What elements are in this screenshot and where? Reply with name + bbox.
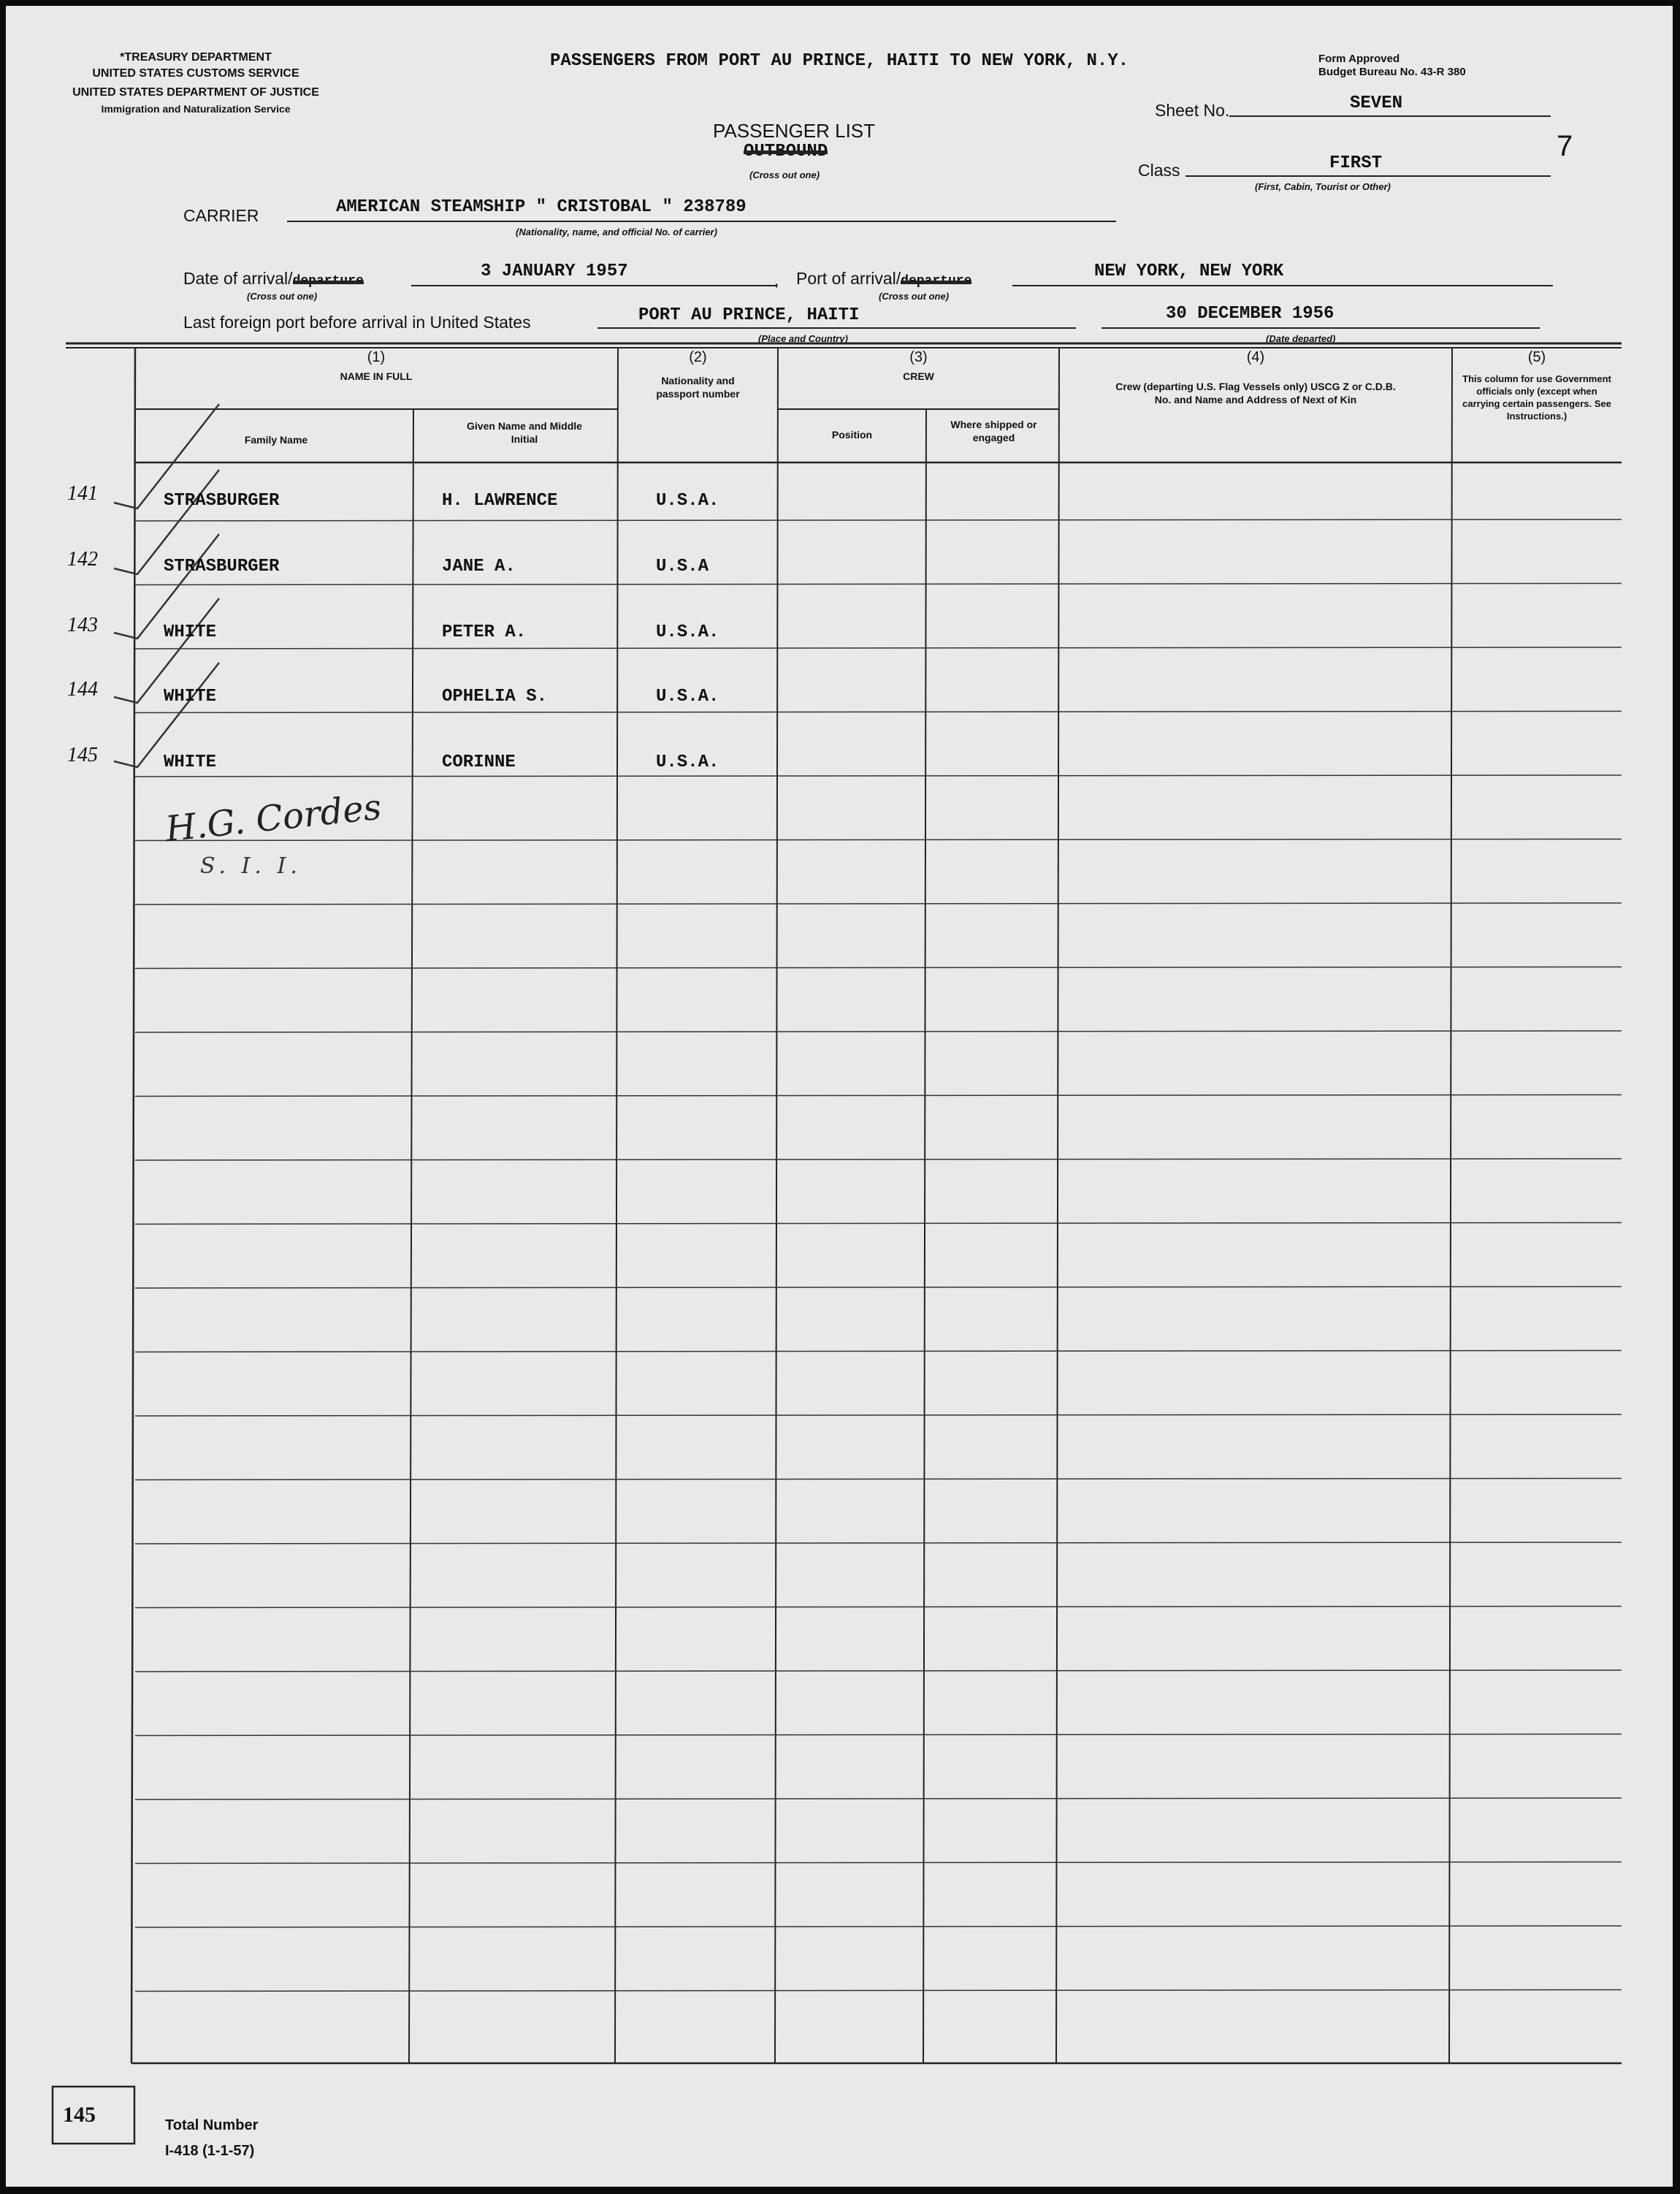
list-type-struck-text: OUTBOUND: [744, 142, 828, 161]
sheet-label: Sheet No.: [1155, 101, 1230, 120]
nationality-cell: U.S.A.: [656, 622, 719, 642]
col1-header: [135, 351, 617, 383]
nationality-cell: U.S.A.: [656, 753, 719, 772]
given-name-cell: CORINNE: [442, 753, 516, 772]
row-rule: [135, 1990, 1622, 1992]
list-title: PASSENGER LIST: [713, 120, 876, 142]
departed-value: 30 DECEMBER 1956: [1166, 304, 1335, 324]
shipped-header: Where shipped or engaged: [950, 419, 1037, 443]
row-rule: [135, 519, 1622, 521]
list-type-note: (Cross out one): [749, 169, 820, 180]
port-struck-text: departure: [901, 274, 972, 289]
row-rule: [135, 1734, 1622, 1736]
last-port-label: Last foreign port before arrival in United States: [183, 313, 531, 332]
row-number: 144: [67, 678, 98, 701]
position-header: Position: [831, 429, 873, 441]
family-name-header: Family Name: [244, 434, 308, 446]
date-value: 3 JANUARY 1957: [481, 262, 628, 281]
col-2-3-divider: [775, 348, 778, 2063]
route-title: PASSENGERS FROM PORT AU PRINCE, HAITI TO NEW YORK, N.Y.: [550, 51, 1129, 71]
col3-num: (3): [909, 349, 928, 365]
form-approved: Form Approved: [1318, 53, 1400, 65]
carrier-note: (Nationality, name, and official No. of carrier): [516, 226, 717, 237]
total-number-label: Total Number: [165, 2117, 259, 2133]
passenger-list-form: [6, 6, 1673, 2187]
last-port-value: PORT AU PRINCE, HAITI: [638, 305, 860, 325]
col4-header: [1059, 351, 1452, 406]
signature-initials: S. I. I.: [200, 853, 302, 879]
col2-title: Nationality and passport number: [656, 375, 740, 400]
grid-left-border: [131, 348, 135, 2063]
row-rule: [135, 839, 1622, 841]
agency-line-1: *TREASURY DEPARTMENT: [120, 51, 272, 64]
given-name-cell: JANE A.: [442, 557, 516, 576]
page-number: 7: [1557, 130, 1573, 162]
last-port-note: (Place and Country): [758, 333, 848, 344]
row-rule: [135, 1542, 1622, 1544]
given-name-header: Given Name and Middle Initial: [467, 420, 582, 445]
date-label-text: Date of arrival/: [183, 269, 293, 288]
class-label: Class: [1138, 161, 1180, 180]
family-name-cell: WHITE: [164, 622, 217, 642]
col-4-5-divider: [1449, 348, 1452, 2063]
row-number: 145: [67, 744, 98, 766]
col1-num: (1): [367, 349, 386, 365]
date-struck-text: departure: [292, 274, 364, 289]
class-note: (First, Cabin, Tourist or Other): [1255, 181, 1391, 192]
agency-line-4: Immigration and Naturalization Service: [101, 103, 291, 115]
total-number-value: 145: [63, 2103, 96, 2127]
row-rule: [135, 1798, 1622, 1799]
row-rule: [135, 967, 1622, 969]
family-name-cell: STRASBURGER: [164, 491, 280, 511]
family-name-cell: WHITE: [164, 687, 217, 706]
col5-header: [1452, 351, 1622, 422]
row-rule: [135, 1351, 1622, 1352]
col3-title: CREW: [903, 370, 934, 382]
col-position-divider: [923, 409, 926, 2063]
row-number: 141: [67, 482, 98, 505]
col2-num: (2): [689, 349, 707, 365]
row-rule: [135, 584, 1622, 585]
col-3-4-divider: [1056, 348, 1059, 2063]
departed-note: (Date departed): [1266, 333, 1336, 344]
row-number: 143: [67, 614, 98, 636]
row-rule: [135, 1287, 1622, 1288]
row-rule: [135, 1479, 1622, 1480]
port-label-text: Port of arrival/: [796, 269, 901, 288]
col-1-2-divider: [615, 348, 618, 2063]
sheet-value: SEVEN: [1350, 94, 1403, 113]
row-rule: [135, 1926, 1622, 1927]
nationality-cell: U.S.A: [656, 557, 709, 576]
col5-num: (5): [1527, 349, 1546, 365]
port-value: NEW YORK, NEW YORK: [1094, 262, 1284, 281]
row-rule: [135, 1670, 1622, 1672]
row-rule: [135, 712, 1622, 713]
row-rule: [135, 1095, 1622, 1097]
carrier-label: CARRIER: [183, 206, 259, 225]
row-rule: [135, 1223, 1622, 1224]
row-rule: [135, 1414, 1622, 1416]
row-rule: [135, 1159, 1622, 1160]
row-rule: [135, 1607, 1622, 1608]
family-name-cell: WHITE: [164, 753, 217, 772]
budget-bureau: Budget Bureau No. 43-R 380: [1318, 66, 1466, 78]
row-rule: [135, 903, 1622, 904]
col-family-given-divider: [409, 409, 413, 2063]
form-number: I-418 (1-1-57): [165, 2143, 255, 2159]
row-rule: [135, 647, 1622, 649]
row-rule: [135, 1862, 1622, 1864]
date-comma: ,: [774, 270, 779, 289]
class-value: FIRST: [1329, 153, 1383, 173]
agency-line-2: UNITED STATES CUSTOMS SERVICE: [92, 67, 299, 80]
col4-num: (4): [1246, 349, 1265, 365]
col4-title: Crew (departing U.S. Flag Vessels only) USCG Z or C.D.B. No. and Name and Address of Next of Kin: [1115, 381, 1396, 405]
row-rule: [135, 775, 1622, 777]
given-name-cell: OPHELIA S.: [442, 687, 548, 706]
nationality-cell: U.S.A.: [656, 687, 719, 706]
row-rule: [135, 1031, 1622, 1032]
given-name-cell: H. LAWRENCE: [442, 491, 558, 511]
nationality-cell: U.S.A.: [656, 491, 719, 511]
table-grid: [6, 6, 1673, 2187]
col1-title: NAME IN FULL: [340, 370, 413, 382]
check-mark: [114, 663, 219, 767]
carrier-value: AMERICAN STEAMSHIP " CRISTOBAL " 238789: [336, 197, 747, 217]
signature: H.G. Cordes: [163, 786, 383, 850]
col3-header: [778, 351, 1059, 383]
port-note: (Cross out one): [879, 291, 950, 302]
agency-line-3: UNITED STATES DEPARTMENT OF JUSTICE: [72, 86, 319, 99]
family-name-cell: STRASBURGER: [164, 557, 280, 576]
date-note: (Cross out one): [247, 291, 318, 302]
given-name-cell: PETER A.: [442, 622, 527, 642]
row-number: 142: [67, 548, 98, 571]
col2-header: [619, 351, 776, 400]
col5-title: This column for use Government officials only (except when carrying certain passengers. See Instructions.): [1462, 373, 1611, 422]
